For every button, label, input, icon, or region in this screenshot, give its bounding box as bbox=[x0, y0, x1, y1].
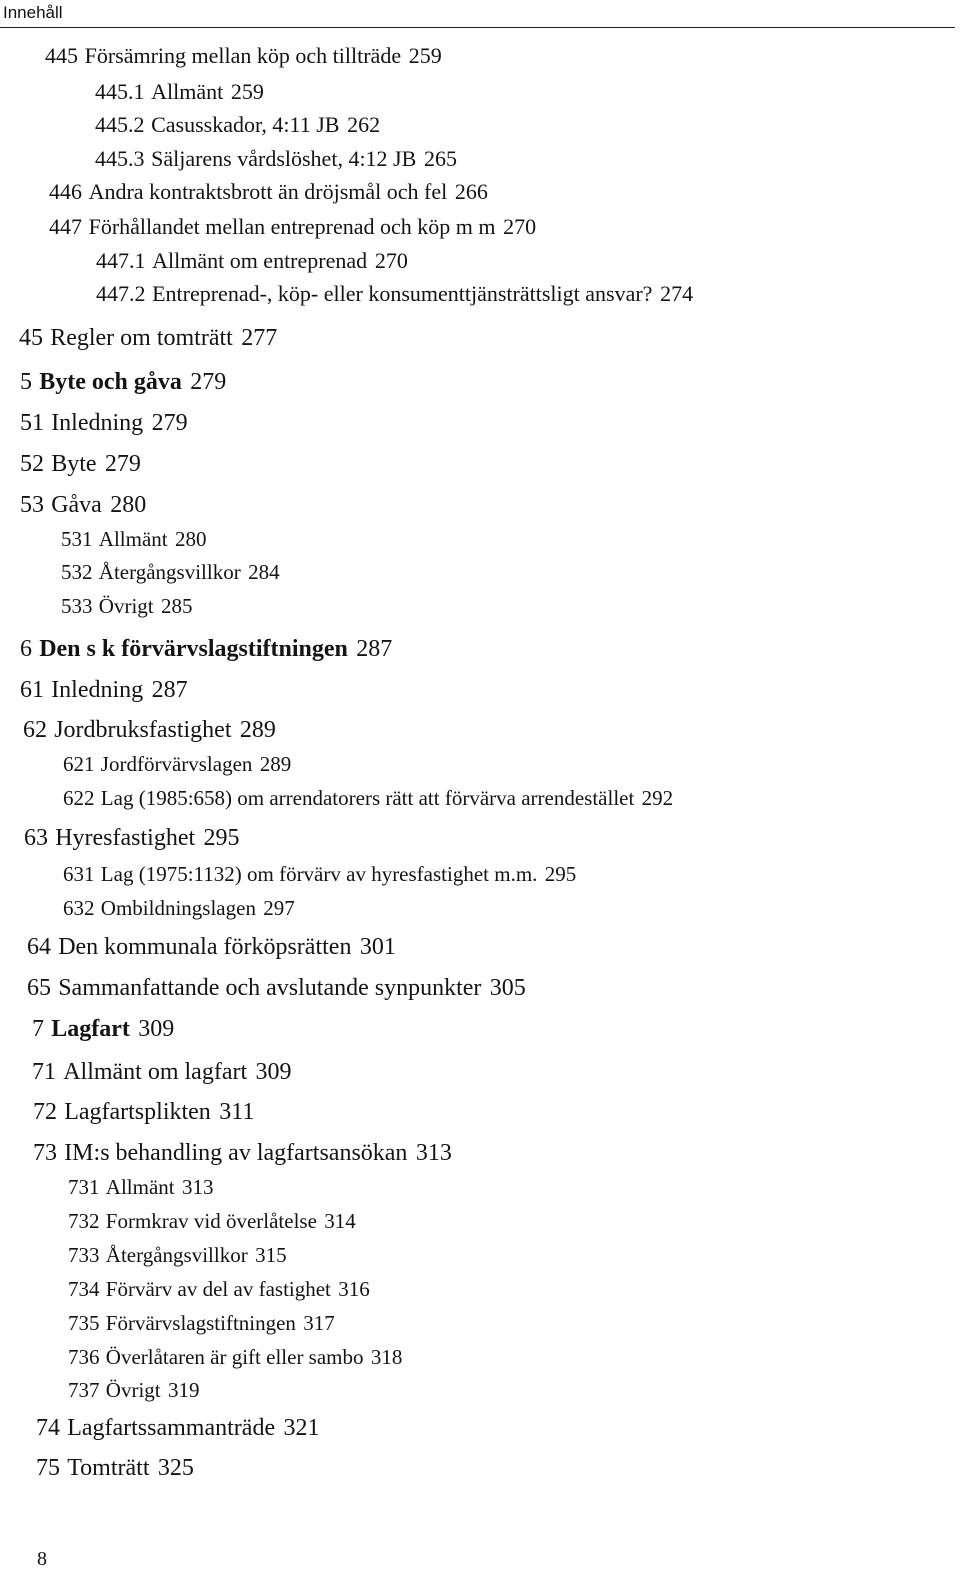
toc-entry-page: 285 bbox=[160, 594, 193, 618]
toc-entry-page: 292 bbox=[641, 786, 674, 810]
toc-entry bbox=[27, 976, 526, 1000]
toc-entry-title: IM:s behandling av lagfartsansökan bbox=[64, 1140, 408, 1166]
toc-entry bbox=[68, 1279, 370, 1300]
toc-entry-number: 445 bbox=[45, 43, 78, 68]
toc-entry-number: 71 bbox=[32, 1059, 56, 1085]
toc-entry-title: Förvärvslagstiftningen bbox=[105, 1311, 296, 1335]
toc-entry-page: 301 bbox=[359, 934, 396, 960]
toc-entry bbox=[20, 411, 188, 435]
toc-entry-number: 622 bbox=[63, 786, 95, 810]
toc-entry-number: 446 bbox=[49, 179, 82, 204]
toc-entry-title: Tomträtt bbox=[67, 1455, 150, 1481]
toc-entry bbox=[32, 1060, 292, 1084]
toc-entry-title: Sammanfattande och avslutande synpunkter bbox=[58, 975, 482, 1001]
toc-entry-number: 75 bbox=[36, 1455, 60, 1481]
toc-entry bbox=[63, 898, 295, 919]
toc-entry-page: 270 bbox=[374, 248, 408, 273]
toc-entry-number: 61 bbox=[20, 677, 44, 703]
toc-entry-number: 445.1 bbox=[95, 79, 145, 104]
toc-entry-page: 321 bbox=[283, 1415, 320, 1441]
toc-entry-number: 52 bbox=[20, 451, 44, 477]
toc-entry bbox=[36, 1416, 319, 1440]
toc-entry-number: 632 bbox=[63, 896, 95, 920]
toc-entry bbox=[27, 935, 396, 959]
toc-entry-number: 736 bbox=[68, 1345, 100, 1369]
toc-entry-number: 735 bbox=[68, 1311, 100, 1335]
toc-entry-page: 277 bbox=[241, 325, 278, 351]
toc-entry-number: 734 bbox=[68, 1277, 100, 1301]
toc-entry-title: Förhållandet mellan entreprenad och köp m m bbox=[88, 214, 496, 239]
toc-entry-title: Gåva bbox=[51, 492, 102, 518]
toc-entry-page: 265 bbox=[423, 146, 457, 171]
toc-entry-title: Inledning bbox=[51, 410, 144, 436]
toc-entry-title: Säljarens vårdslöshet, 4:12 JB bbox=[151, 146, 417, 171]
toc-entry bbox=[61, 596, 192, 617]
toc-entry-title: Byte bbox=[51, 451, 97, 477]
toc-entry-page: 279 bbox=[190, 369, 227, 395]
toc-entry-title: Återgångsvillkor bbox=[98, 560, 241, 584]
toc-entry bbox=[68, 1245, 287, 1266]
toc-chapter-entry bbox=[20, 637, 392, 661]
toc-entry bbox=[20, 493, 146, 517]
toc-entry-page: 297 bbox=[263, 896, 295, 920]
toc-entry-page: 280 bbox=[110, 492, 147, 518]
toc-entry bbox=[95, 148, 457, 170]
toc-entry-title: Hyresfastighet bbox=[55, 825, 196, 851]
toc-entry-title: Allmänt bbox=[105, 1175, 175, 1199]
toc-entry-title: Byte och gåva bbox=[39, 369, 182, 395]
toc-entry-number: 731 bbox=[68, 1175, 100, 1199]
toc-entry-title: Den kommunala förköpsrätten bbox=[58, 934, 352, 960]
toc-entry-title: Formkrav vid överlåtelse bbox=[105, 1209, 317, 1233]
toc-entry-number: 45 bbox=[19, 325, 43, 351]
toc-entry-page: 279 bbox=[104, 451, 141, 477]
toc-entry-number: 72 bbox=[33, 1099, 57, 1125]
toc-entry-title: Regler om tomträtt bbox=[50, 325, 233, 351]
toc-entry-title: Lagfartsplikten bbox=[64, 1099, 211, 1125]
running-header: Innehåll bbox=[3, 3, 63, 22]
toc-entry bbox=[61, 529, 206, 550]
toc-entry-title: Övrigt bbox=[105, 1378, 161, 1402]
toc-entry-page: 318 bbox=[370, 1345, 403, 1369]
toc-entry-number: 7 bbox=[32, 1016, 44, 1042]
toc-entry bbox=[20, 452, 141, 476]
toc-entry bbox=[63, 864, 576, 885]
toc-entry-page: 280 bbox=[174, 527, 207, 551]
toc-entry-number: 737 bbox=[68, 1378, 100, 1402]
toc-entry-page: 305 bbox=[489, 975, 526, 1001]
toc-entry bbox=[24, 826, 240, 850]
toc-entry-page: 266 bbox=[454, 179, 488, 204]
toc-entry-page: 314 bbox=[324, 1209, 356, 1233]
toc-entry-title: Allmänt om lagfart bbox=[63, 1059, 248, 1085]
toc-entry-title: Lag (1975:1132) om förvärv av hyresfastighet m.m. bbox=[100, 862, 538, 886]
header-rule bbox=[0, 27, 955, 28]
toc-entry-number: 63 bbox=[24, 825, 48, 851]
toc-entry bbox=[96, 283, 693, 305]
toc-entry-title: Casusskador, 4:11 JB bbox=[151, 112, 340, 137]
toc-entry-page: 289 bbox=[239, 717, 276, 743]
toc-entry bbox=[95, 114, 380, 136]
toc-entry-title: Den s k förvärvslagstiftningen bbox=[39, 636, 348, 662]
toc-entry bbox=[61, 562, 280, 583]
toc-entry bbox=[45, 45, 442, 67]
toc-entry-page: 315 bbox=[255, 1243, 287, 1267]
toc-entry-page: 316 bbox=[338, 1277, 370, 1301]
toc-entry-page: 325 bbox=[157, 1455, 194, 1481]
toc-entry-title: Andra kontraktsbrott än dröjsmål och fel bbox=[88, 179, 448, 204]
toc-entry-number: 732 bbox=[68, 1209, 100, 1233]
toc-entry-title: Allmänt bbox=[151, 79, 224, 104]
toc-entry-number: 51 bbox=[20, 410, 44, 436]
toc-entry-title: Ombildningslagen bbox=[100, 896, 256, 920]
toc-entry-title: Överlåtaren är gift eller sambo bbox=[105, 1345, 364, 1369]
toc-entry bbox=[23, 718, 276, 742]
toc-entry-title: Lag (1985:658) om arrendatorers rätt att förvärva arrendestället bbox=[100, 786, 635, 810]
toc-entry-title: Lagfart bbox=[51, 1016, 130, 1042]
toc-entry bbox=[96, 250, 408, 272]
toc-entry bbox=[63, 754, 291, 775]
toc-entry-page: 284 bbox=[248, 560, 280, 584]
toc-entry-number: 447.2 bbox=[96, 281, 146, 306]
toc-entry-title: Jordförvärvslagen bbox=[100, 752, 253, 776]
toc-entry-number: 6 bbox=[20, 636, 32, 662]
toc-entry-title: Förvärv av del av fastighet bbox=[105, 1277, 331, 1301]
toc-entry-number: 445.2 bbox=[95, 112, 145, 137]
toc-entry-page: 317 bbox=[303, 1311, 335, 1335]
toc-entry-page: 279 bbox=[151, 410, 188, 436]
toc-entry-title: Återgångsvillkor bbox=[105, 1243, 248, 1267]
toc-entry-page: 295 bbox=[544, 862, 577, 886]
toc-entry-page: 289 bbox=[259, 752, 292, 776]
toc-entry-title: Övrigt bbox=[98, 594, 154, 618]
toc-entry-number: 73 bbox=[33, 1140, 57, 1166]
toc-entry-number: 447 bbox=[49, 214, 82, 239]
toc-entry bbox=[49, 216, 536, 238]
toc-entry bbox=[49, 181, 488, 203]
toc-entry-number: 533 bbox=[61, 594, 93, 618]
toc-entry-page: 295 bbox=[203, 825, 240, 851]
toc-entry bbox=[19, 326, 277, 350]
page-number: 8 bbox=[37, 1548, 47, 1570]
toc-entry-page: 274 bbox=[660, 281, 694, 306]
toc-entry-page: 262 bbox=[347, 112, 381, 137]
toc-entry-number: 62 bbox=[23, 717, 47, 743]
toc-entry-title: Försämring mellan köp och tillträde bbox=[84, 43, 402, 68]
toc-entry-page: 313 bbox=[181, 1175, 214, 1199]
toc-entry-number: 53 bbox=[20, 492, 44, 518]
toc-entry-number: 531 bbox=[61, 527, 93, 551]
toc-entry-page: 311 bbox=[219, 1099, 255, 1125]
toc-entry-page: 270 bbox=[503, 214, 537, 239]
toc-entry-title: Entreprenad-, köp- eller konsumenttjänsträttsligt ansvar? bbox=[152, 281, 653, 306]
toc-entry-number: 5 bbox=[20, 369, 32, 395]
toc-entry-number: 447.1 bbox=[96, 248, 146, 273]
toc-entry-title: Inledning bbox=[51, 677, 144, 703]
toc-entry bbox=[68, 1211, 356, 1232]
toc-entry-page: 287 bbox=[356, 636, 393, 662]
toc-entry-number: 445.3 bbox=[95, 146, 145, 171]
toc-entry-page: 259 bbox=[408, 43, 442, 68]
toc-entry-title: Lagfartssammanträde bbox=[67, 1415, 276, 1441]
toc-entry-number: 74 bbox=[36, 1415, 60, 1441]
toc-entry bbox=[95, 81, 264, 103]
toc-entry-page: 309 bbox=[138, 1016, 175, 1042]
toc-entry-number: 64 bbox=[27, 934, 51, 960]
toc-entry-page: 309 bbox=[255, 1059, 292, 1085]
toc-entry-page: 313 bbox=[415, 1140, 452, 1166]
toc-entry-number: 65 bbox=[27, 975, 51, 1001]
toc-entry-number: 631 bbox=[63, 862, 95, 886]
toc-entry-page: 259 bbox=[230, 79, 264, 104]
toc-entry bbox=[20, 678, 188, 702]
toc-entry bbox=[68, 1177, 213, 1198]
toc-chapter-entry bbox=[32, 1017, 174, 1041]
toc-entry-title: Allmänt om entreprenad bbox=[152, 248, 368, 273]
toc-entry-number: 733 bbox=[68, 1243, 100, 1267]
toc-chapter-entry bbox=[20, 370, 226, 394]
toc-entry-number: 621 bbox=[63, 752, 95, 776]
toc-entry bbox=[68, 1313, 335, 1334]
toc-entry-number: 532 bbox=[61, 560, 93, 584]
toc-entry bbox=[63, 788, 673, 809]
toc-entry bbox=[68, 1347, 402, 1368]
toc-entry bbox=[36, 1456, 194, 1480]
toc-entry bbox=[33, 1100, 254, 1124]
toc-entry-title: Jordbruksfastighet bbox=[54, 717, 232, 743]
toc-entry-title: Allmänt bbox=[98, 527, 168, 551]
toc-entry bbox=[33, 1141, 452, 1165]
toc-entry bbox=[68, 1380, 199, 1401]
toc-entry-page: 319 bbox=[167, 1378, 200, 1402]
toc-entry-page: 287 bbox=[151, 677, 188, 703]
